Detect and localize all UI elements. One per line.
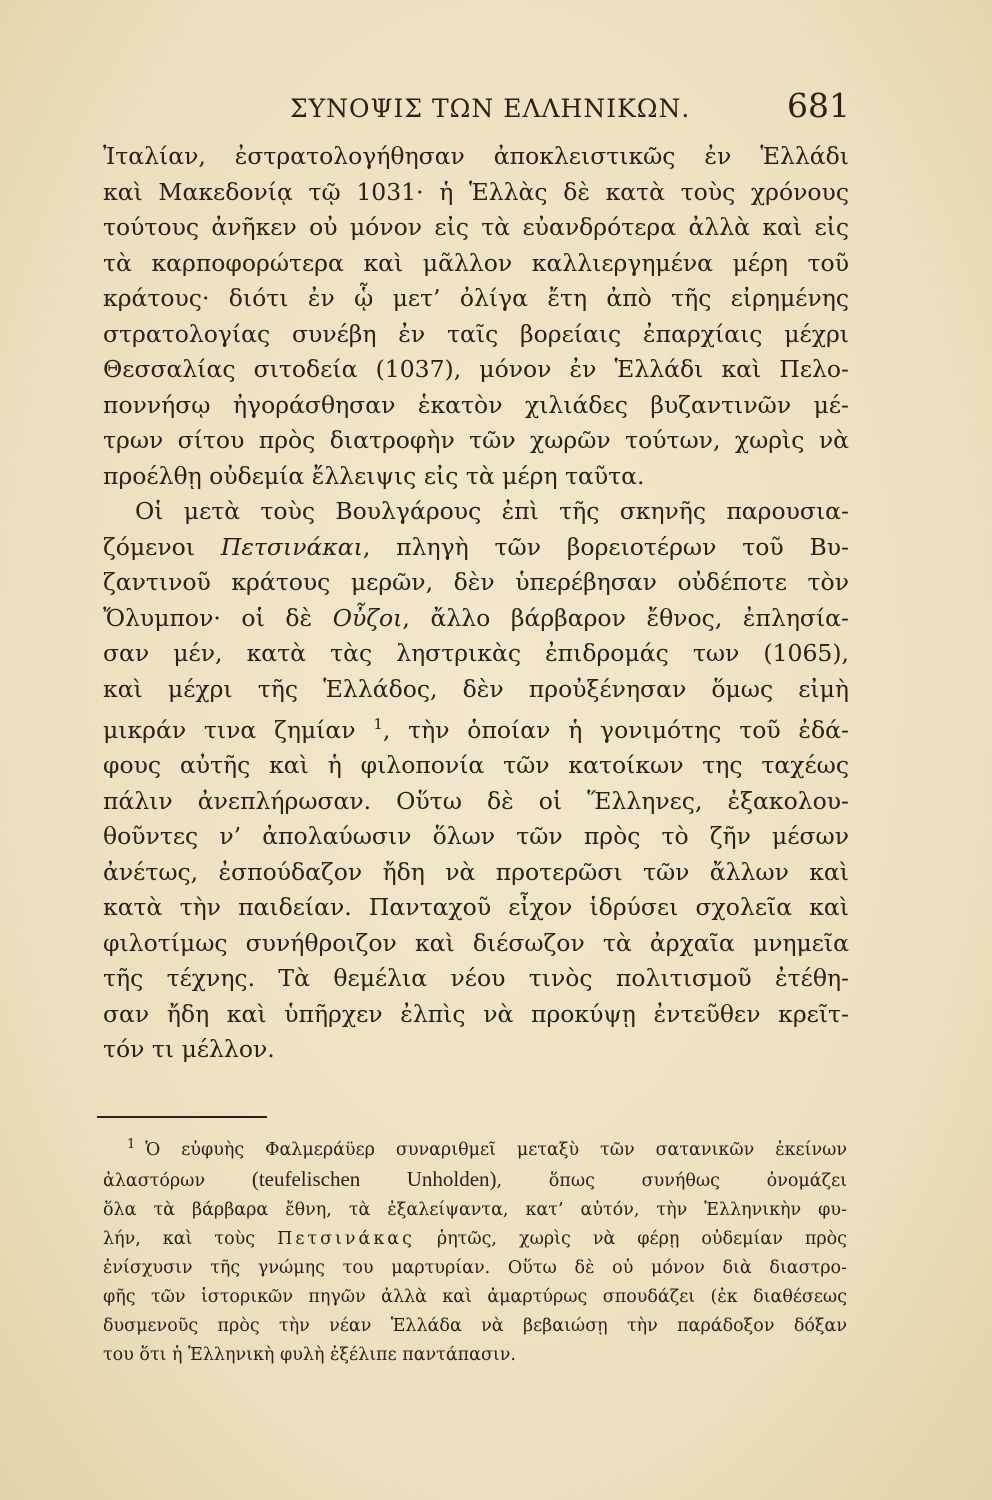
text-line: Θεσσαλίας σιτοδεία (1037), μόνον ἐν Ἑλλάδι καὶ Πελο- bbox=[103, 355, 849, 383]
text-line: σαν μέν, κατὰ τὰς ληστρικὰς ἐπιδρομάς των (1065), bbox=[103, 639, 849, 667]
text-line: Ὄλυμπον· οἱ δὲ Οὖζοι, ἄλλο βάρβαρον ἔθνος, ἐπλησία- bbox=[103, 603, 849, 632]
text-line: πάλιν ἀνεπλήρωσαν. Οὕτω δὲ οἱ Ἕλληνες, ἐξακολου- bbox=[103, 786, 849, 815]
text-line: Ἰταλίαν, ἐστρατολογήθησαν ἀποκλειστικῶς ἐν Ἑλλάδι bbox=[103, 142, 849, 170]
footnote-separator bbox=[97, 1116, 267, 1118]
text-line: τῆς τέχνης. Τὰ θεμέλια νέου τινὸς πολιτισμοῦ ἐτέθη- bbox=[103, 964, 849, 993]
page-header bbox=[100, 88, 850, 128]
text-line: ζαντινοῦ κράτους μερῶν, δὲν ὑπερέβησαν οὐδέποτε τὸν bbox=[103, 568, 849, 596]
footnote-line: δυσμενοῦς πρὸς τὴν νέαν Ἑλλάδα νὰ βεβαιώσῃ τὴν παράδοξον δόξαν bbox=[103, 1315, 847, 1336]
text-line: σαν ἤδη καὶ ὑπῆρχεν ἐλπὶς νὰ προκύψῃ ἐντεῦθεν κρεῖτ- bbox=[103, 999, 849, 1028]
text-line: καὶ Μακεδονίᾳ τῷ 1031· ἡ Ἑλλὰς δὲ κατὰ τοὺς χρόνους bbox=[103, 177, 849, 206]
text-line: μικράν τινα ζημίαν $^1$, τὴν ὁποίαν ἡ γονιμότης τοῦ ἐδά- bbox=[103, 715, 849, 744]
footnote-line: του ὅτι ἡ Ἑλληνικὴ φυλὴ ἐξέλιπε παντάπασιν. bbox=[103, 1344, 516, 1365]
text-line: τὰ καρποφορώτερα καὶ μᾶλλον καλλιεργημένα μέρη τοῦ bbox=[103, 248, 849, 277]
spaced-name: Πετσινάκας bbox=[277, 1228, 415, 1249]
text-line: καὶ μέχρι τῆς Ἑλλάδος, δὲν προὐξένησαν ὅμως εἰμὴ bbox=[103, 674, 849, 703]
footnote-line: φῆς τῶν ἱστορικῶν πηγῶν ἀλλὰ καὶ ἀμαρτύρως σπουδάζει (ἐκ διαθέσεως bbox=[103, 1286, 847, 1307]
text-line: τούτους ἀνῆκεν οὐ μόνον εἰς τὰ εὐανδρότερα ἀλλὰ καὶ εἰς bbox=[103, 213, 849, 241]
text-line: φους αὐτῆς καὶ ἡ φιλοπονία τῶν κατοίκων της ταχέως bbox=[103, 751, 849, 780]
text-line: προέλθῃ οὐδεμία ἔλλειψις εἰς τὰ μέρη ταῦτα. bbox=[103, 461, 645, 490]
footnote-marker: 1 bbox=[127, 1137, 136, 1152]
italic-name-ouzoi: Οὖζοι bbox=[332, 603, 403, 632]
text-line: θοῦντες ν’ ἀπολαύωσιν ὅλων τῶν πρὸς τὸ ζῆν μέσων bbox=[103, 822, 849, 851]
text-line: ποννήσῳ ἠγοράσθησαν ἑκατὸν χιλιάδες βυζαντινῶν μέ- bbox=[103, 390, 849, 419]
footnote-line: ὅλα τὰ βάρβαρα ἔθνη, τὰ ἐξαλείψαντα, κατ’ αὐτόν, τὴν Ἑλληνικὴν φυ- bbox=[103, 1199, 847, 1220]
text-line: ἀνέτως, ἐσπούδαζον ἤδη νὰ προτερῶσι τῶν ἄλλων καὶ bbox=[103, 857, 849, 886]
footnote-line: $^1$ Ὁ εὐφυὴς Φαλμεράϋερ συναριθμεῖ μεταξὺ τῶν σατανικῶν ἐκείνων bbox=[127, 1137, 847, 1160]
page-number: 681 bbox=[787, 86, 850, 125]
text-line: κράτους· διότι ἐν ᾧ μετ’ ὀλίγα ἔτη ἀπὸ τῆς εἰρημένης bbox=[103, 284, 849, 312]
italic-name-petsinakai: Πετσινάκαι bbox=[220, 532, 363, 561]
footnote-reference: 1 bbox=[373, 715, 383, 733]
text-line: τρων σίτου πρὸς διατροφὴν τῶν χωρῶν τούτων, χωρὶς νὰ bbox=[103, 426, 849, 454]
text-line: στρατολογίας συνέβη ἐν ταῖς βορείαις ἐπαρχίαις μέχρι bbox=[103, 319, 849, 348]
main-text bbox=[103, 139, 849, 1068]
text-line: φιλοτίμως συνήθροιζον καὶ διέσωζον τὰ ἀρχαῖα μνημεῖα bbox=[103, 928, 849, 957]
latin-phrase: (teufelischen Unholden) bbox=[251, 1166, 497, 1191]
footnote-line: ἐνίσχυσιν τῆς γνώμης του μαρτυρίαν. Οὕτω δὲ οὐ μόνον διὰ διαστρο- bbox=[103, 1257, 847, 1278]
running-title: ΣΥΝΟΨΙΣ ΤΩΝ ΕΛΛΗΝΙΚΩΝ. bbox=[290, 94, 691, 123]
footnote bbox=[103, 1130, 847, 1370]
footnote-line: ἀλαστόρων (teufelischen Unholden), ὅπως συνήθως ὀνομάζει bbox=[103, 1166, 847, 1191]
text-line: τόν τι μέλλον. bbox=[103, 1035, 275, 1064]
footnote-line: λήν, καὶ τοὺς Πετσινάκας ῥητῶς, χωρὶς νὰ φέρῃ οὐδεμίαν πρὸς bbox=[103, 1228, 847, 1249]
text-line: κατὰ τὴν παιδείαν. Πανταχοῦ εἶχον ἱδρύσει σχολεῖα καὶ bbox=[103, 893, 849, 922]
text-line: ζόμενοι Πετσινάκαι, πληγὴ τῶν βορειοτέρων τοῦ Βυ- bbox=[103, 532, 849, 561]
text-line: Οἱ μετὰ τοὺς Βουλγάρους ἐπὶ τῆς σκηνῆς παρουσια- bbox=[135, 497, 849, 525]
